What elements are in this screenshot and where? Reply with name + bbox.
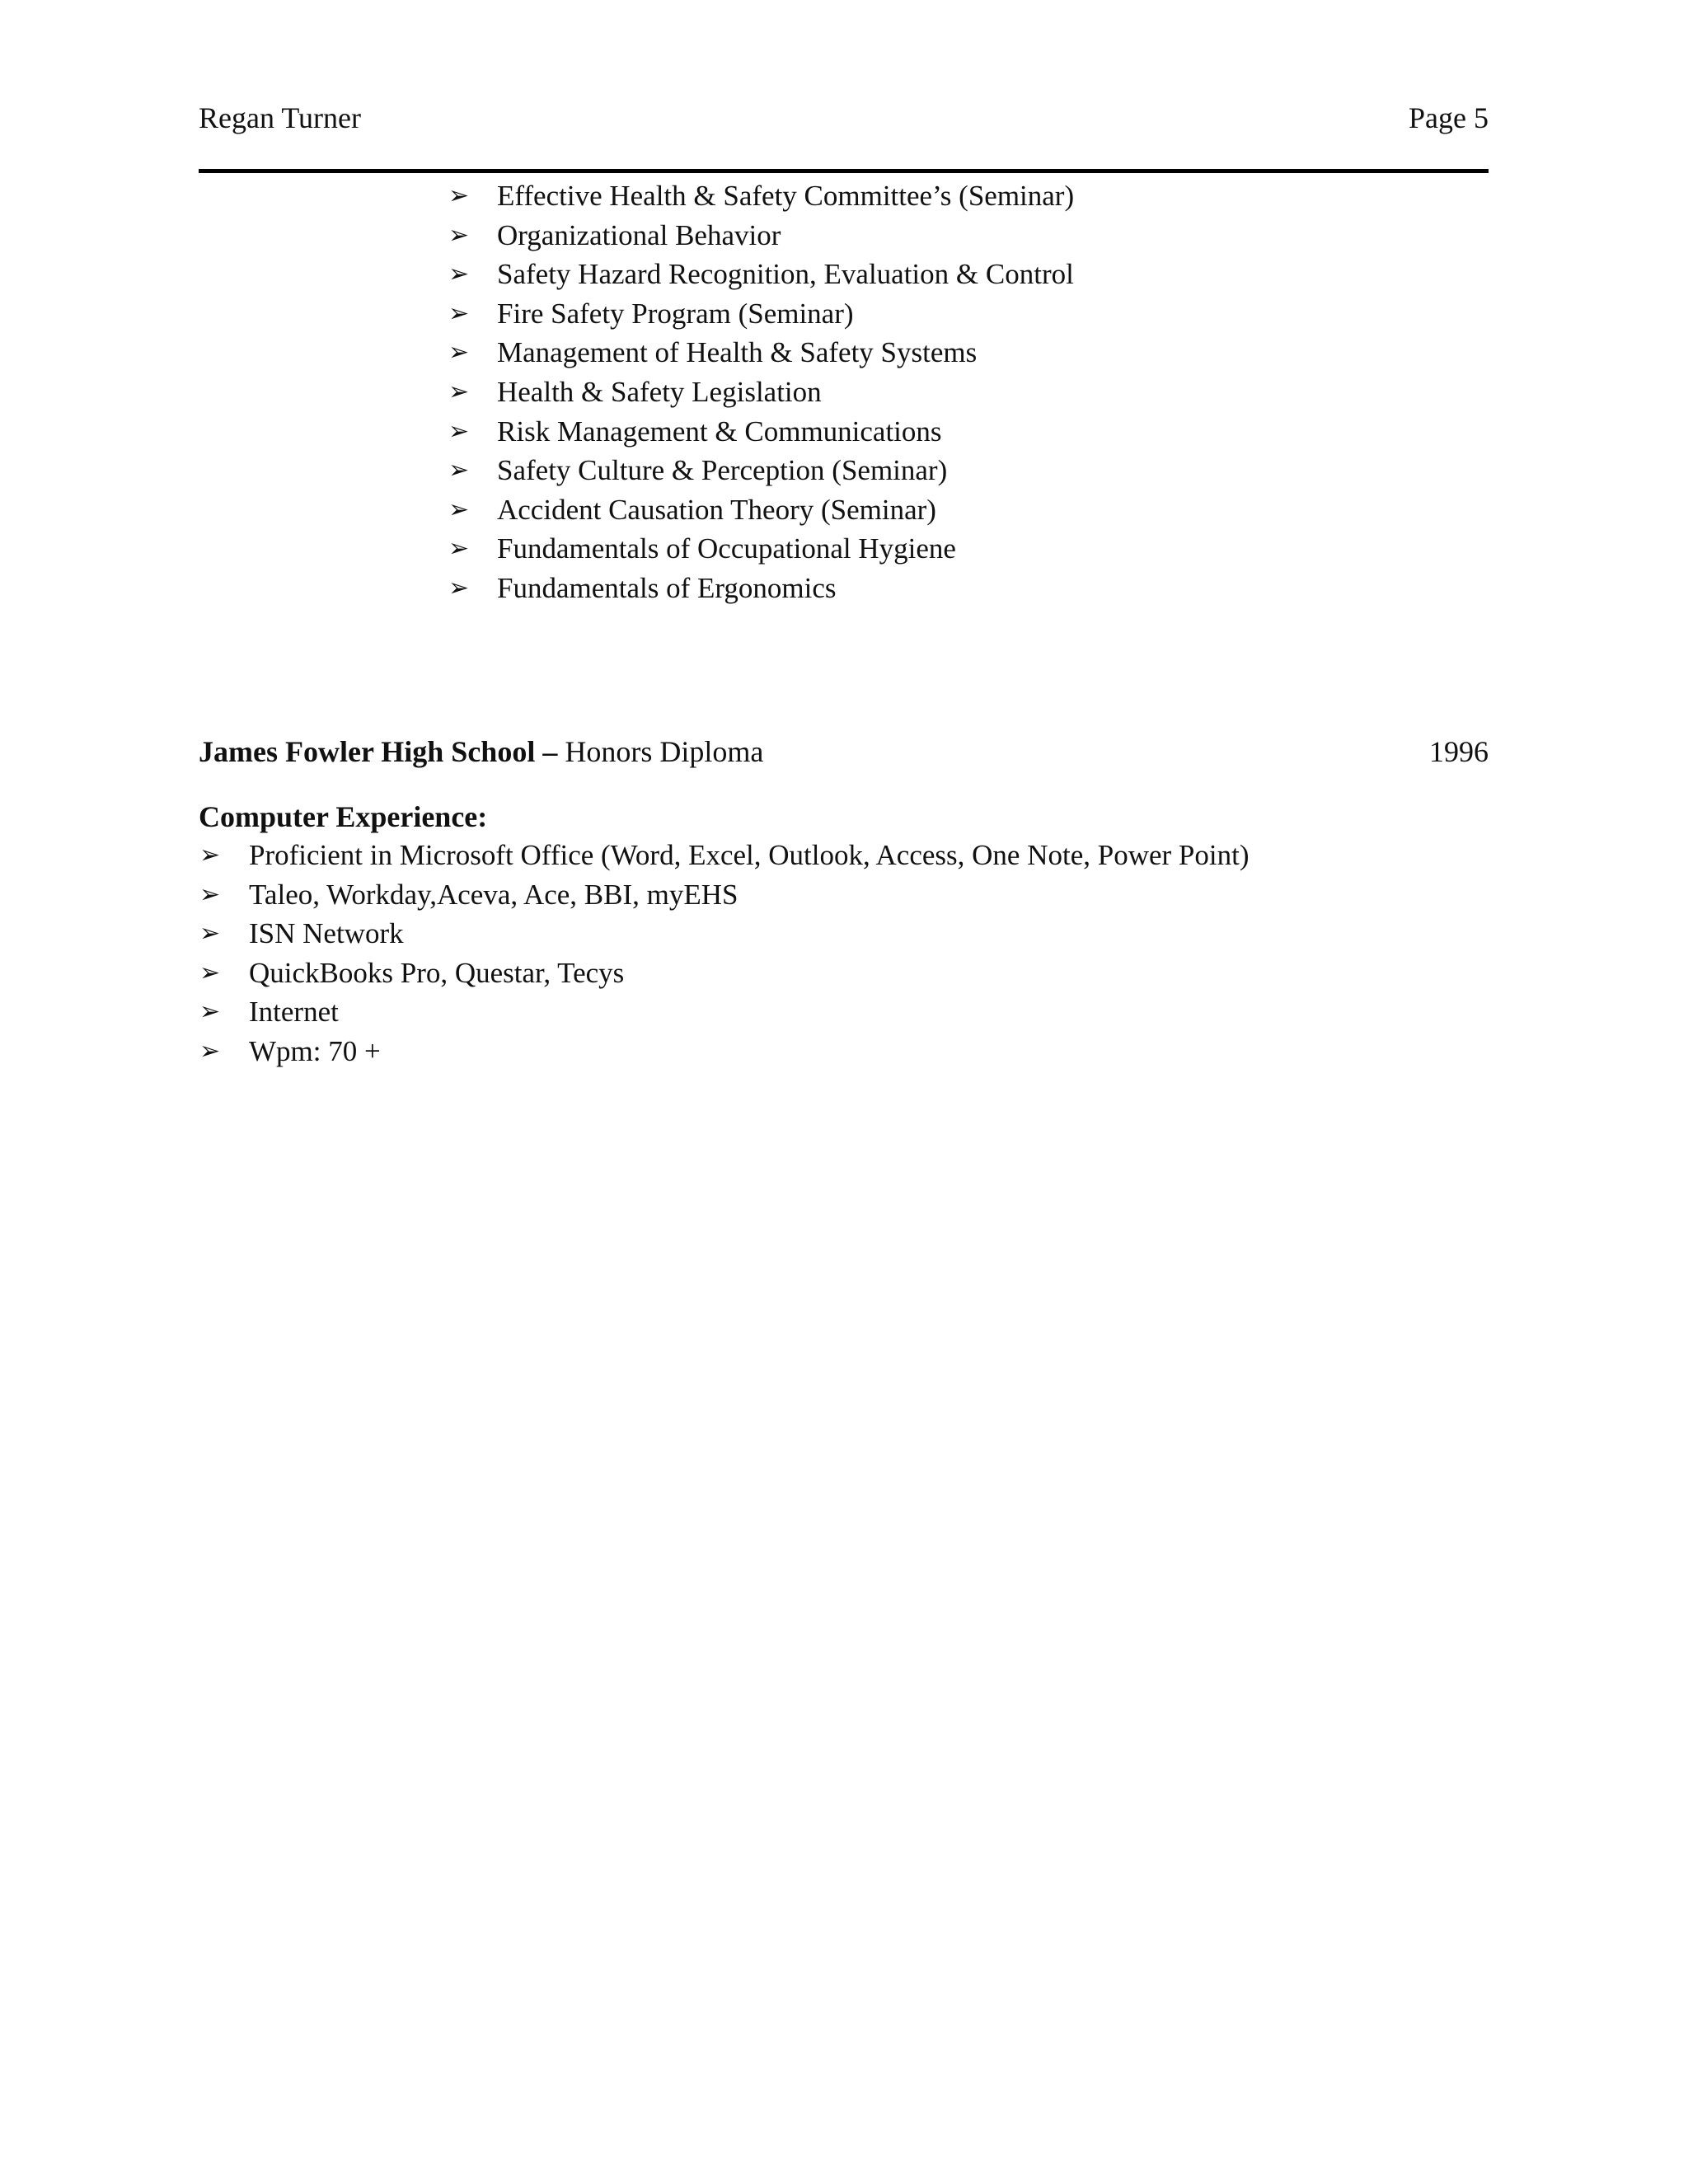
list-item [448, 333, 1074, 373]
arrowhead-bullet-icon: ➢ [448, 416, 470, 446]
list-item [448, 294, 1074, 334]
list-item [448, 373, 1074, 412]
skill-label: Wpm: 70 + [249, 1034, 381, 1067]
arrowhead-bullet-icon: ➢ [199, 1036, 221, 1066]
arrowhead-bullet-icon: ➢ [199, 919, 221, 949]
arrowhead-bullet-icon: ➢ [448, 298, 470, 328]
arrowhead-bullet-icon: ➢ [199, 958, 221, 987]
arrowhead-bullet-icon: ➢ [448, 494, 470, 524]
header-name: Regan Turner [199, 101, 361, 134]
header-page-number: Page 5 [1409, 101, 1489, 134]
degree-name: Honors Diploma [565, 735, 764, 768]
course-label: Fundamentals of Occupational Hygiene [497, 532, 956, 565]
arrowhead-bullet-icon: ➢ [199, 841, 221, 869]
arrowhead-bullet-icon: ➢ [448, 456, 470, 485]
arrowhead-bullet-icon: ➢ [448, 260, 470, 289]
arrowhead-bullet-icon: ➢ [448, 573, 470, 602]
list-item [448, 216, 1074, 255]
list-item [199, 836, 1250, 875]
arrowhead-bullet-icon: ➢ [448, 534, 470, 564]
arrowhead-bullet-icon: ➢ [448, 377, 470, 406]
list-item [199, 1032, 1250, 1071]
skill-label: Internet [249, 996, 339, 1029]
list-item [199, 992, 1250, 1032]
list-item [448, 490, 1074, 530]
education-entry [199, 730, 1489, 773]
arrowhead-bullet-icon: ➢ [448, 220, 470, 250]
list-item [448, 176, 1075, 216]
course-label: Accident Causation Theory (Seminar) [497, 493, 936, 526]
list-item [199, 954, 1250, 993]
course-label: Safety Culture & Perception (Seminar) [497, 454, 948, 487]
page-header [199, 97, 1489, 138]
course-label: Safety Hazard Recognition, Evaluation & Control [497, 258, 1074, 291]
list-item [199, 914, 1250, 954]
list-item [448, 451, 1074, 490]
course-list [448, 176, 1075, 608]
skill-label: Proficient in Microsoft Office (Word, Excel, Outlook, Access, One Note, Power Point) [249, 839, 1250, 871]
list-item [448, 569, 1074, 608]
course-label: Fundamentals of Ergonomics [497, 571, 837, 604]
skill-label: ISN Network [249, 917, 404, 950]
list-item [199, 875, 1250, 915]
course-label: Risk Management & Communications [497, 415, 942, 448]
course-label: Effective Health & Safety Committee’s (Seminar) [497, 180, 1075, 212]
course-label: Management of Health & Safety Systems [497, 336, 978, 369]
arrowhead-bullet-icon: ➢ [448, 338, 470, 368]
course-label: Health & Safety Legislation [497, 375, 822, 408]
graduation-year: 1996 [1429, 735, 1489, 768]
skill-label: Taleo, Workday,Aceva, Ace, BBI, myEHS [249, 878, 738, 911]
computer-skills-list [199, 836, 1250, 1071]
course-label: Fire Safety Program (Seminar) [497, 297, 854, 330]
list-item [448, 255, 1074, 294]
course-label: Organizational Behavior [497, 218, 781, 251]
list-item [448, 412, 1074, 452]
arrowhead-bullet-icon: ➢ [199, 879, 221, 909]
arrowhead-bullet-icon: ➢ [448, 181, 470, 210]
school-name: James Fowler High School – [199, 735, 558, 768]
skill-label: QuickBooks Pro, Questar, Tecys [249, 956, 625, 989]
computer-experience-heading: Computer Experience: [199, 800, 488, 833]
list-item [448, 529, 1074, 569]
arrowhead-bullet-icon: ➢ [199, 997, 221, 1027]
header-divider [199, 169, 1489, 173]
